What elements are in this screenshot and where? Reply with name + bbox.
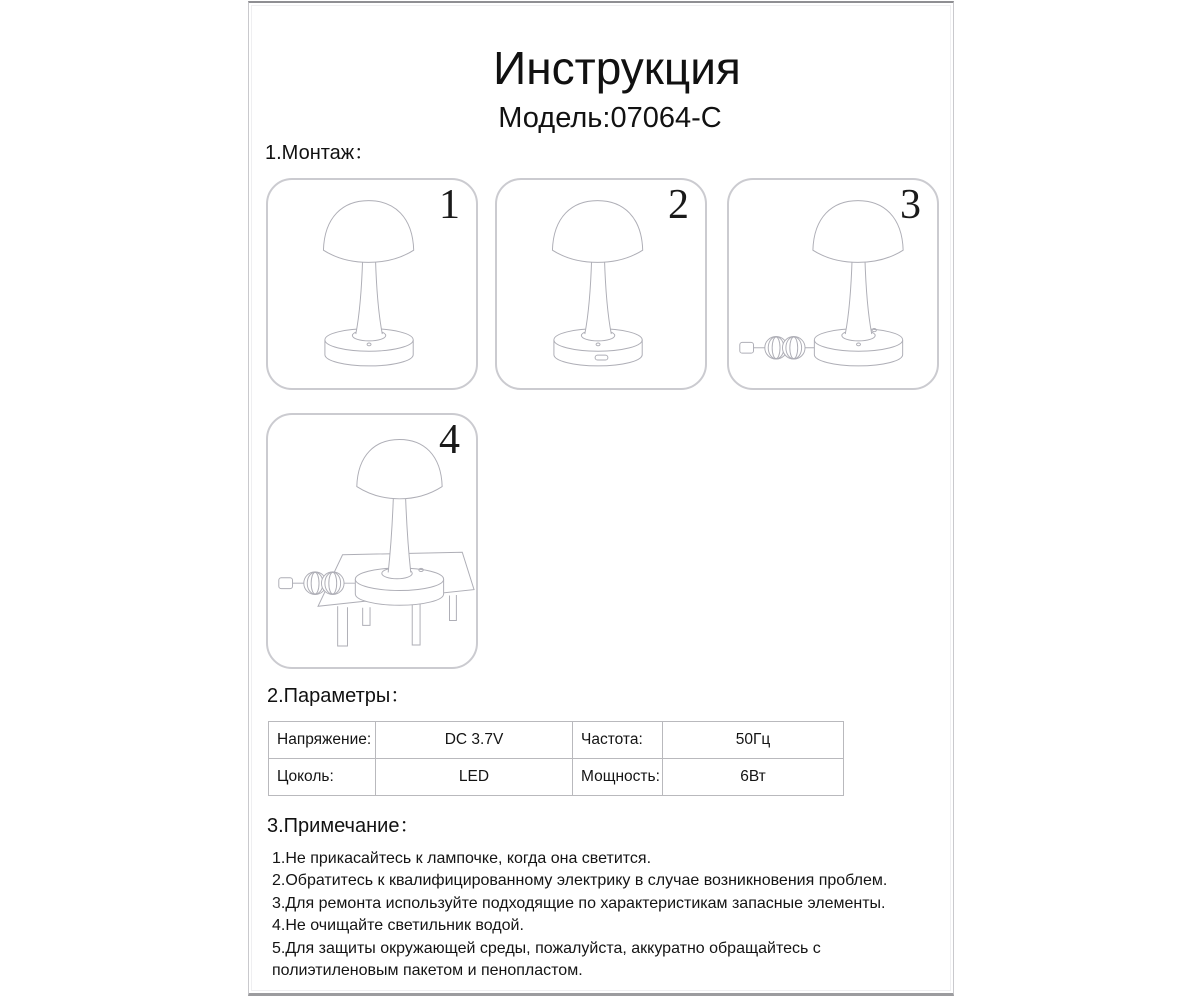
notes-list xyxy=(272,848,932,982)
montage-step-panel-2 xyxy=(495,178,707,390)
note-line: 2.Обратитесь к квалифицированному электрику в случае возникновения проблем. xyxy=(272,872,888,890)
note-line: 4.Не очищайте светильник водой. xyxy=(272,917,524,935)
section-heading-notes: 3.Примечание： xyxy=(267,815,420,837)
param-label: Мощность: xyxy=(573,759,663,796)
param-value: DC 3.7V xyxy=(376,722,573,759)
note-line: 1.Не прикасайтесь к лампочке, когда она светится. xyxy=(272,850,652,867)
power-cable-icon xyxy=(279,572,361,595)
instruction-page xyxy=(248,1,954,996)
note-line: 5.Для защиты окружающей среды, пожалуйста, аккуратно обращайтесь с xyxy=(272,939,821,957)
power-cable-icon xyxy=(740,336,822,359)
step-number: 1 xyxy=(439,182,460,228)
param-label: Частота: xyxy=(573,722,663,759)
parameters-table xyxy=(268,721,844,796)
param-value: LED xyxy=(376,759,573,796)
section-heading-parameters: 2.Параметры： xyxy=(267,685,411,707)
param-label: Цоколь: xyxy=(269,759,376,796)
step-number: 4 xyxy=(439,417,460,463)
table-row xyxy=(269,722,844,759)
montage-step-panel-4 xyxy=(266,413,478,669)
param-value: 50Гц xyxy=(663,722,844,759)
param-label: Напряжение: xyxy=(269,722,376,759)
montage-step-panel-1 xyxy=(266,178,478,390)
page-title: Инструкция xyxy=(493,42,741,94)
table-row xyxy=(269,759,844,796)
step-number: 2 xyxy=(668,182,689,228)
section-heading-montage: 1.Монтаж： xyxy=(265,142,375,164)
note-line: полиэтиленовым пакетом и пенопластом. xyxy=(272,962,583,980)
model-number: Модель:07064-C xyxy=(498,102,722,134)
step-number: 3 xyxy=(900,182,921,228)
param-value: 6Вт xyxy=(663,759,844,796)
montage-step-panel-3 xyxy=(727,178,939,390)
note-line: 3.Для ремонта используйте подходящие по характеристикам запасные элементы. xyxy=(272,894,886,912)
